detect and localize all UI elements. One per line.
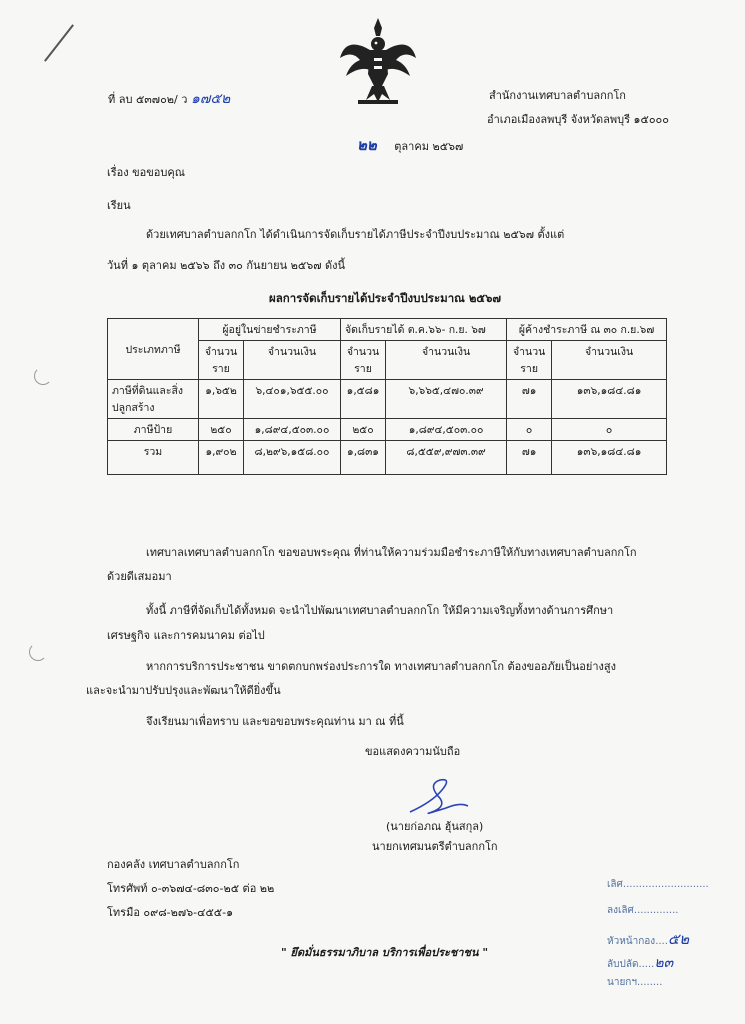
cell-amount: ๑,๘๙๔,๕๐๓.๐๐ bbox=[386, 419, 507, 441]
cell-type: รวม bbox=[108, 441, 199, 475]
table-row bbox=[108, 419, 667, 441]
cell-amount: ๑๓๖,๑๘๔.๘๑ bbox=[552, 441, 667, 475]
subheader-amount: จำนวนเงิน bbox=[552, 341, 667, 380]
garuda-emblem bbox=[336, 14, 420, 106]
routing-line: ลงเลิศ.............. bbox=[607, 905, 679, 916]
cell-count: ๑,๘๓๑ bbox=[341, 441, 386, 475]
signer-title: นายกเทศมนตรีตำบลกกโก bbox=[372, 840, 498, 853]
routing-line: เลิศ........................... bbox=[607, 879, 709, 890]
apology-paragraph: หากการบริการประชาชน ขาดตกบกพร่องประการใด ทางเทศบาลตำบลกกโก ต้องขออภัยเป็นอย่างสูง bbox=[146, 660, 616, 673]
document-date bbox=[357, 133, 463, 157]
scan-mark bbox=[44, 24, 74, 61]
department: กองคลัง เทศบาลตำบลกกโก bbox=[107, 858, 240, 871]
header-outstanding: ผู้ค้างชำระภาษี ณ ๓๐ ก.ย.๖๗ bbox=[507, 319, 667, 341]
cell-amount: ๘,๒๙๖,๑๕๘.๐๐ bbox=[244, 441, 341, 475]
thanks-paragraph: เทศบาลเทศบาลตำบลกกโก ขอขอบพระคุณ ที่ท่านให้ความร่วมมือชำระภาษีให้กับทางเทศบาลตำบลกกโก bbox=[146, 546, 637, 559]
date-month-year: ตุลาคม ๒๕๖๗ bbox=[394, 140, 464, 153]
motto: " ยึดมั่นธรรมาภิบาล บริการเพื่อประชาชน " bbox=[281, 946, 489, 959]
closing-line: จึงเรียนมาเพื่อทราบ และขอขอบพระคุณท่าน มา ณ ที่นี้ bbox=[146, 715, 404, 728]
table-caption: ผลการจัดเก็บรายได้ประจำปีงบประมาณ ๒๕๖๗ bbox=[269, 291, 502, 305]
regards: ขอแสดงความนับถือ bbox=[365, 745, 461, 758]
date-day-handwritten: ๒๒ bbox=[357, 136, 377, 154]
cell-count: ๗๑ bbox=[507, 380, 552, 419]
cell-count: ๑,๕๘๑ bbox=[341, 380, 386, 419]
cell-amount: ๖,๖๖๕,๔๗๐.๓๙ bbox=[386, 380, 507, 419]
cell-type: ภาษีป้าย bbox=[108, 419, 199, 441]
table-total-row bbox=[108, 441, 667, 475]
cell-count: ๑,๖๕๒ bbox=[199, 380, 244, 419]
reference-handwritten: ๑๗๕๒ bbox=[190, 91, 231, 107]
subheader-amount: จำนวนเงิน bbox=[244, 341, 341, 380]
thanks-paragraph-cont: ด้วยดีเสมอมา bbox=[107, 570, 172, 583]
salutation: เรียน bbox=[107, 199, 131, 212]
routing-line: ลับปลัด.....๒๓ bbox=[607, 955, 674, 971]
reference-number bbox=[108, 88, 230, 110]
routing-line: นายกฯ........ bbox=[607, 977, 663, 988]
phone: โทรศัพท์ ๐-๓๖๗๔-๘๓๐-๒๕ ต่อ ๒๒ bbox=[107, 882, 275, 895]
cell-count: ๑,๙๐๒ bbox=[199, 441, 244, 475]
cell-amount: ๐ bbox=[552, 419, 667, 441]
signature-mark bbox=[402, 772, 476, 820]
cell-amount: ๑,๘๙๔,๕๐๓.๐๐ bbox=[244, 419, 341, 441]
cell-amount: ๑๓๖,๑๘๔.๘๑ bbox=[552, 380, 667, 419]
header-taxpayers: ผู้อยู่ในข่ายชำระภาษี bbox=[199, 319, 341, 341]
cell-amount: ๖,๔๐๑,๖๕๕.๐๐ bbox=[244, 380, 341, 419]
cell-count: ๗๑ bbox=[507, 441, 552, 475]
table-header-row bbox=[108, 319, 667, 341]
cell-type: ภาษีที่ดินและสิ่งปลูกสร้าง bbox=[108, 380, 199, 419]
punch-hole-mark bbox=[29, 643, 47, 661]
cell-count: ๒๕๐ bbox=[341, 419, 386, 441]
punch-hole-mark bbox=[34, 367, 52, 385]
header-tax-type: ประเภทภาษี bbox=[108, 319, 199, 380]
subheader-amount: จำนวนเงิน bbox=[386, 341, 507, 380]
apology-paragraph-cont: และจะนำมาปรับปรุงและพัฒนาให้ดียิ่งขึ้น bbox=[86, 684, 281, 697]
org-name: สำนักงานเทศบาลตำบลกกโก bbox=[489, 89, 626, 102]
org-address: อำเภอเมืองลพบุรี จังหวัดลพบุรี ๑๕๐๐๐ bbox=[487, 113, 669, 126]
subheader-count: จำนวน ราย bbox=[341, 341, 386, 380]
subheader-count: จำนวน ราย bbox=[507, 341, 552, 380]
header-collected: จัดเก็บรายได้ ต.ค.๖๖- ก.ย. ๖๗ bbox=[341, 319, 507, 341]
subheader-count: จำนวน ราย bbox=[199, 341, 244, 380]
intro-text-cont: วันที่ ๑ ตุลาคม ๒๕๖๖ ถึง ๓๐ กันยายน ๒๕๖๗ ดังนี้ bbox=[107, 259, 346, 272]
reference-prefix: ที่ ลบ ๕๓๗๐๒/ ว bbox=[108, 93, 188, 106]
signer-name: (นายก่อภณ ฮุ้นสกุล) bbox=[386, 820, 484, 833]
development-paragraph-cont: เศรษฐกิจ และการคมนาคม ต่อไป bbox=[107, 629, 265, 642]
cell-amount: ๘,๕๕๙,๙๗๓.๓๙ bbox=[386, 441, 507, 475]
revenue-table bbox=[107, 318, 667, 475]
cell-count: ๐ bbox=[507, 419, 552, 441]
development-paragraph: ทั้งนี้ ภาษีที่จัดเก็บได้ทั้งหมด จะนำไปพัฒนาเทศบาลตำบลกกโก ให้มีความเจริญทั้งทางด้านการศึกษา bbox=[146, 604, 614, 617]
routing-line: หัวหน้ากอง....๕๒ bbox=[607, 930, 690, 948]
cell-count: ๒๕๐ bbox=[199, 419, 244, 441]
table-row bbox=[108, 380, 667, 419]
mobile: โทรมือ ๐๙๘-๒๗๖-๔๕๕-๑ bbox=[107, 906, 234, 919]
subject-line: เรื่อง ขอขอบคุณ bbox=[107, 166, 185, 179]
intro-text: ด้วยเทศบาลตำบลกกโก ได้ดำเนินการจัดเก็บรายได้ภาษีประจำปีงบประมาณ ๒๕๖๗ ตั้งแต่ bbox=[146, 228, 565, 241]
